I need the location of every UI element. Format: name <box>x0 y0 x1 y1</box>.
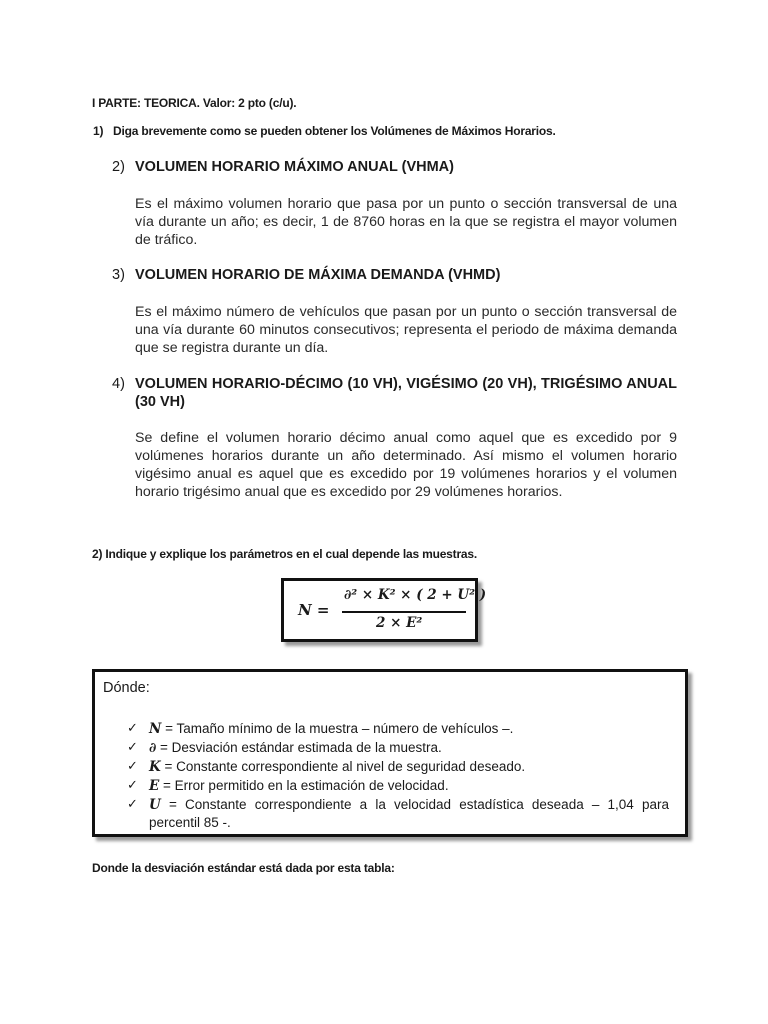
part-heading: I PARTE: TEORICA. Valor: 2 pto (c/u). <box>92 96 297 110</box>
checkmark-icon: ✓ <box>127 759 138 774</box>
question-2: 2) Indique y explique los parámetros en el cual depende las muestras. <box>92 547 478 561</box>
definitions-title: Dónde: <box>103 680 150 696</box>
section-3-title: VOLUMEN HORARIO DE MÁXIMA DEMANDA (VHMD) <box>135 267 501 283</box>
definition-variable: K <box>149 759 161 775</box>
definition-item <box>127 739 669 757</box>
section-4-number: 4) <box>112 376 125 392</box>
definition-variable: E <box>149 778 160 794</box>
section-2-body: Es el máximo volumen horario que pasa por un punto o sección transversal de una vía durante un año; es decir, 1 de 8760 horas en la que se registra el mayor volumen de tráfico. <box>135 196 677 248</box>
checkmark-icon: ✓ <box>127 721 138 736</box>
question-1-text: Diga brevemente como se pueden obtener los Volúmenes de Máximos Horarios. <box>113 124 556 138</box>
definition-variable: U <box>149 797 161 813</box>
definition-item <box>127 777 669 795</box>
formula-lhs: N = <box>298 601 330 619</box>
definition-text: = Error permitido en la estimación de velocidad. <box>159 778 449 793</box>
definitions-box <box>92 669 688 837</box>
definition-item <box>127 720 669 738</box>
checkmark-icon: ✓ <box>127 778 138 793</box>
definition-text: = Constante correspondiente a la velocidad estadística deseada – 1,04 para percentil 85 -. <box>149 797 669 830</box>
section-2-number: 2) <box>112 159 125 175</box>
definition-text: = Tamaño mínimo de la muestra – número de vehículos –. <box>161 721 514 736</box>
formula-numerator: ∂² × K² × ( 2 + U² ) <box>344 587 487 603</box>
definition-text: = Desviación estándar estimada de la muestra. <box>156 740 442 755</box>
question-1-number: 1) <box>93 124 104 138</box>
definition-text: = Constante correspondiente al nivel de seguridad deseado. <box>160 759 526 774</box>
question-1 <box>93 124 556 138</box>
section-4-body: Se define el volumen horario décimo anual como aquel que es excedido por 9 volúmenes horarios durante un año determinado. Así mismo el volumen horario vigésimo anual es aquel que es excedido por 19 volúmenes horarios y el volumen horario trigésimo anual que es excedido por 29 volúmenes horarios. <box>135 430 677 500</box>
definition-variable: N <box>149 721 162 737</box>
checkmark-icon: ✓ <box>127 797 138 812</box>
definition-item <box>127 796 669 831</box>
section-2-title: VOLUMEN HORARIO MÁXIMO ANUAL (VHMA) <box>135 159 454 175</box>
checkmark-icon: ✓ <box>127 740 138 755</box>
sample-size-formula <box>281 578 487 642</box>
definition-variable: ∂ <box>149 740 157 756</box>
fraction-bar <box>342 611 466 613</box>
definition-item <box>127 758 669 776</box>
formula-denominator: 2 × E² <box>376 615 423 631</box>
section-3-number: 3) <box>112 267 125 283</box>
table-intro: Donde la desviación estándar está dada por esta tabla: <box>92 861 395 875</box>
section-4-title: VOLUMEN HORARIO-DÉCIMO (10 VH), VIGÉSIMO (20 VH), TRIGÉSIMO ANUAL (30 VH) <box>135 376 677 410</box>
section-3-body: Es el máximo número de vehículos que pasan por un punto o sección transversal de una vía durante 60 minutos consecutivos; representa el periodo de máxima demanda que se registra durante un día. <box>135 304 677 356</box>
